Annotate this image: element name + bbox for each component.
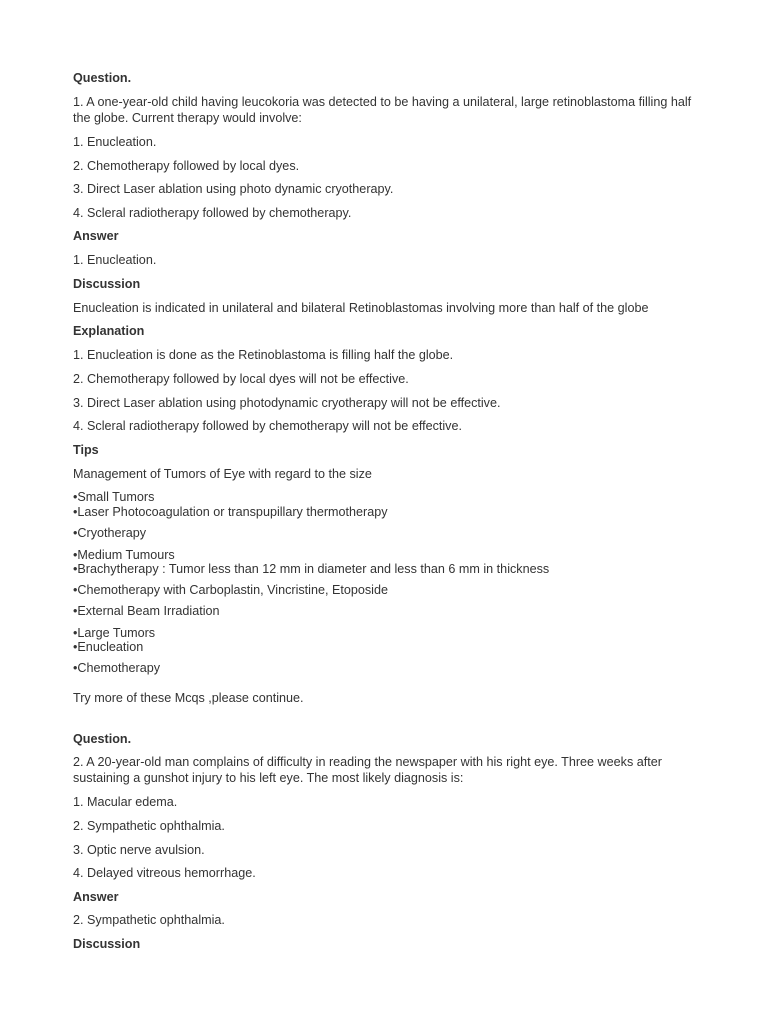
q2-heading: Question. <box>73 732 132 746</box>
q1-answer-text: 1. Enucleation. <box>73 253 157 267</box>
tip-item-enucleation: •Enucleation <box>73 640 144 654</box>
q1-tips-intro: Management of Tumors of Eye with regard to the size <box>73 467 372 481</box>
continue-text: Try more of these Mcqs ,please continue. <box>73 691 304 705</box>
tip-item-external-beam: •External Beam Irradiation <box>73 604 220 618</box>
q1-option-2: 2. Chemotherapy followed by local dyes. <box>73 159 300 173</box>
q1-explanation-heading: Explanation <box>73 324 145 338</box>
tip-item-cryotherapy: •Cryotherapy <box>73 526 147 540</box>
q1-answer-heading: Answer <box>73 229 119 243</box>
q2-question-text: 2. A 20-year-old man complains of difficulty in reading the newspaper with his right eye. Three weeks after sustaining a gunshot injury to his left eye. The most likely diagnosis is: <box>73 755 662 785</box>
tip-item-large-tumors: •Large Tumors <box>73 626 156 640</box>
q1-option-3: 3. Direct Laser ablation using photo dynamic cryotherapy. <box>73 182 394 196</box>
tip-item-chemotherapy: •Chemotherapy <box>73 661 161 675</box>
q2-answer-heading: Answer <box>73 890 119 904</box>
q1-explanation-1: 1. Enucleation is done as the Retinoblastoma is filling half the globe. <box>73 348 454 362</box>
tip-item-medium-tumours: •Medium Tumours <box>73 548 175 562</box>
q2-option-2: 2. Sympathetic ophthalmia. <box>73 819 225 833</box>
q2-option-4: 4. Delayed vitreous hemorrhage. <box>73 866 256 880</box>
q1-option-1: 1. Enucleation. <box>73 135 157 149</box>
q2-answer-text: 2. Sympathetic ophthalmia. <box>73 913 225 927</box>
q1-question-text: 1. A one-year-old child having leucokoria was detected to be having a unilateral, large retinoblastoma filling half the globe. Current therapy would involve: <box>73 95 692 125</box>
tip-item-small-tumors: •Small Tumors <box>73 490 155 504</box>
q1-heading: Question. <box>73 71 132 85</box>
q2-option-1: 1. Macular edema. <box>73 795 178 809</box>
tip-item-chemotherapy-combo: •Chemotherapy with Carboplastin, Vincristine, Etoposide <box>73 583 388 597</box>
q1-option-4: 4. Scleral radiotherapy followed by chemotherapy. <box>73 206 352 220</box>
q1-explanation-3: 3. Direct Laser ablation using photodynamic cryotherapy will not be effective. <box>73 396 501 410</box>
q2-discussion-heading: Discussion <box>73 937 141 951</box>
q1-discussion-text: Enucleation is indicated in unilateral and bilateral Retinoblastomas involving more than half of the globe <box>73 301 649 315</box>
q1-discussion-heading: Discussion <box>73 277 141 291</box>
q1-tips-heading: Tips <box>73 443 99 457</box>
q1-explanation-4: 4. Scleral radiotherapy followed by chemotherapy will not be effective. <box>73 419 462 433</box>
q2-option-3: 3. Optic nerve avulsion. <box>73 843 205 857</box>
tip-item-brachytherapy: •Brachytherapy : Tumor less than 12 mm in diameter and less than 6 mm in thickness <box>73 562 550 576</box>
tip-item-laser: •Laser Photocoagulation or transpupillary thermotherapy <box>73 505 388 519</box>
q1-explanation-2: 2. Chemotherapy followed by local dyes will not be effective. <box>73 372 409 386</box>
